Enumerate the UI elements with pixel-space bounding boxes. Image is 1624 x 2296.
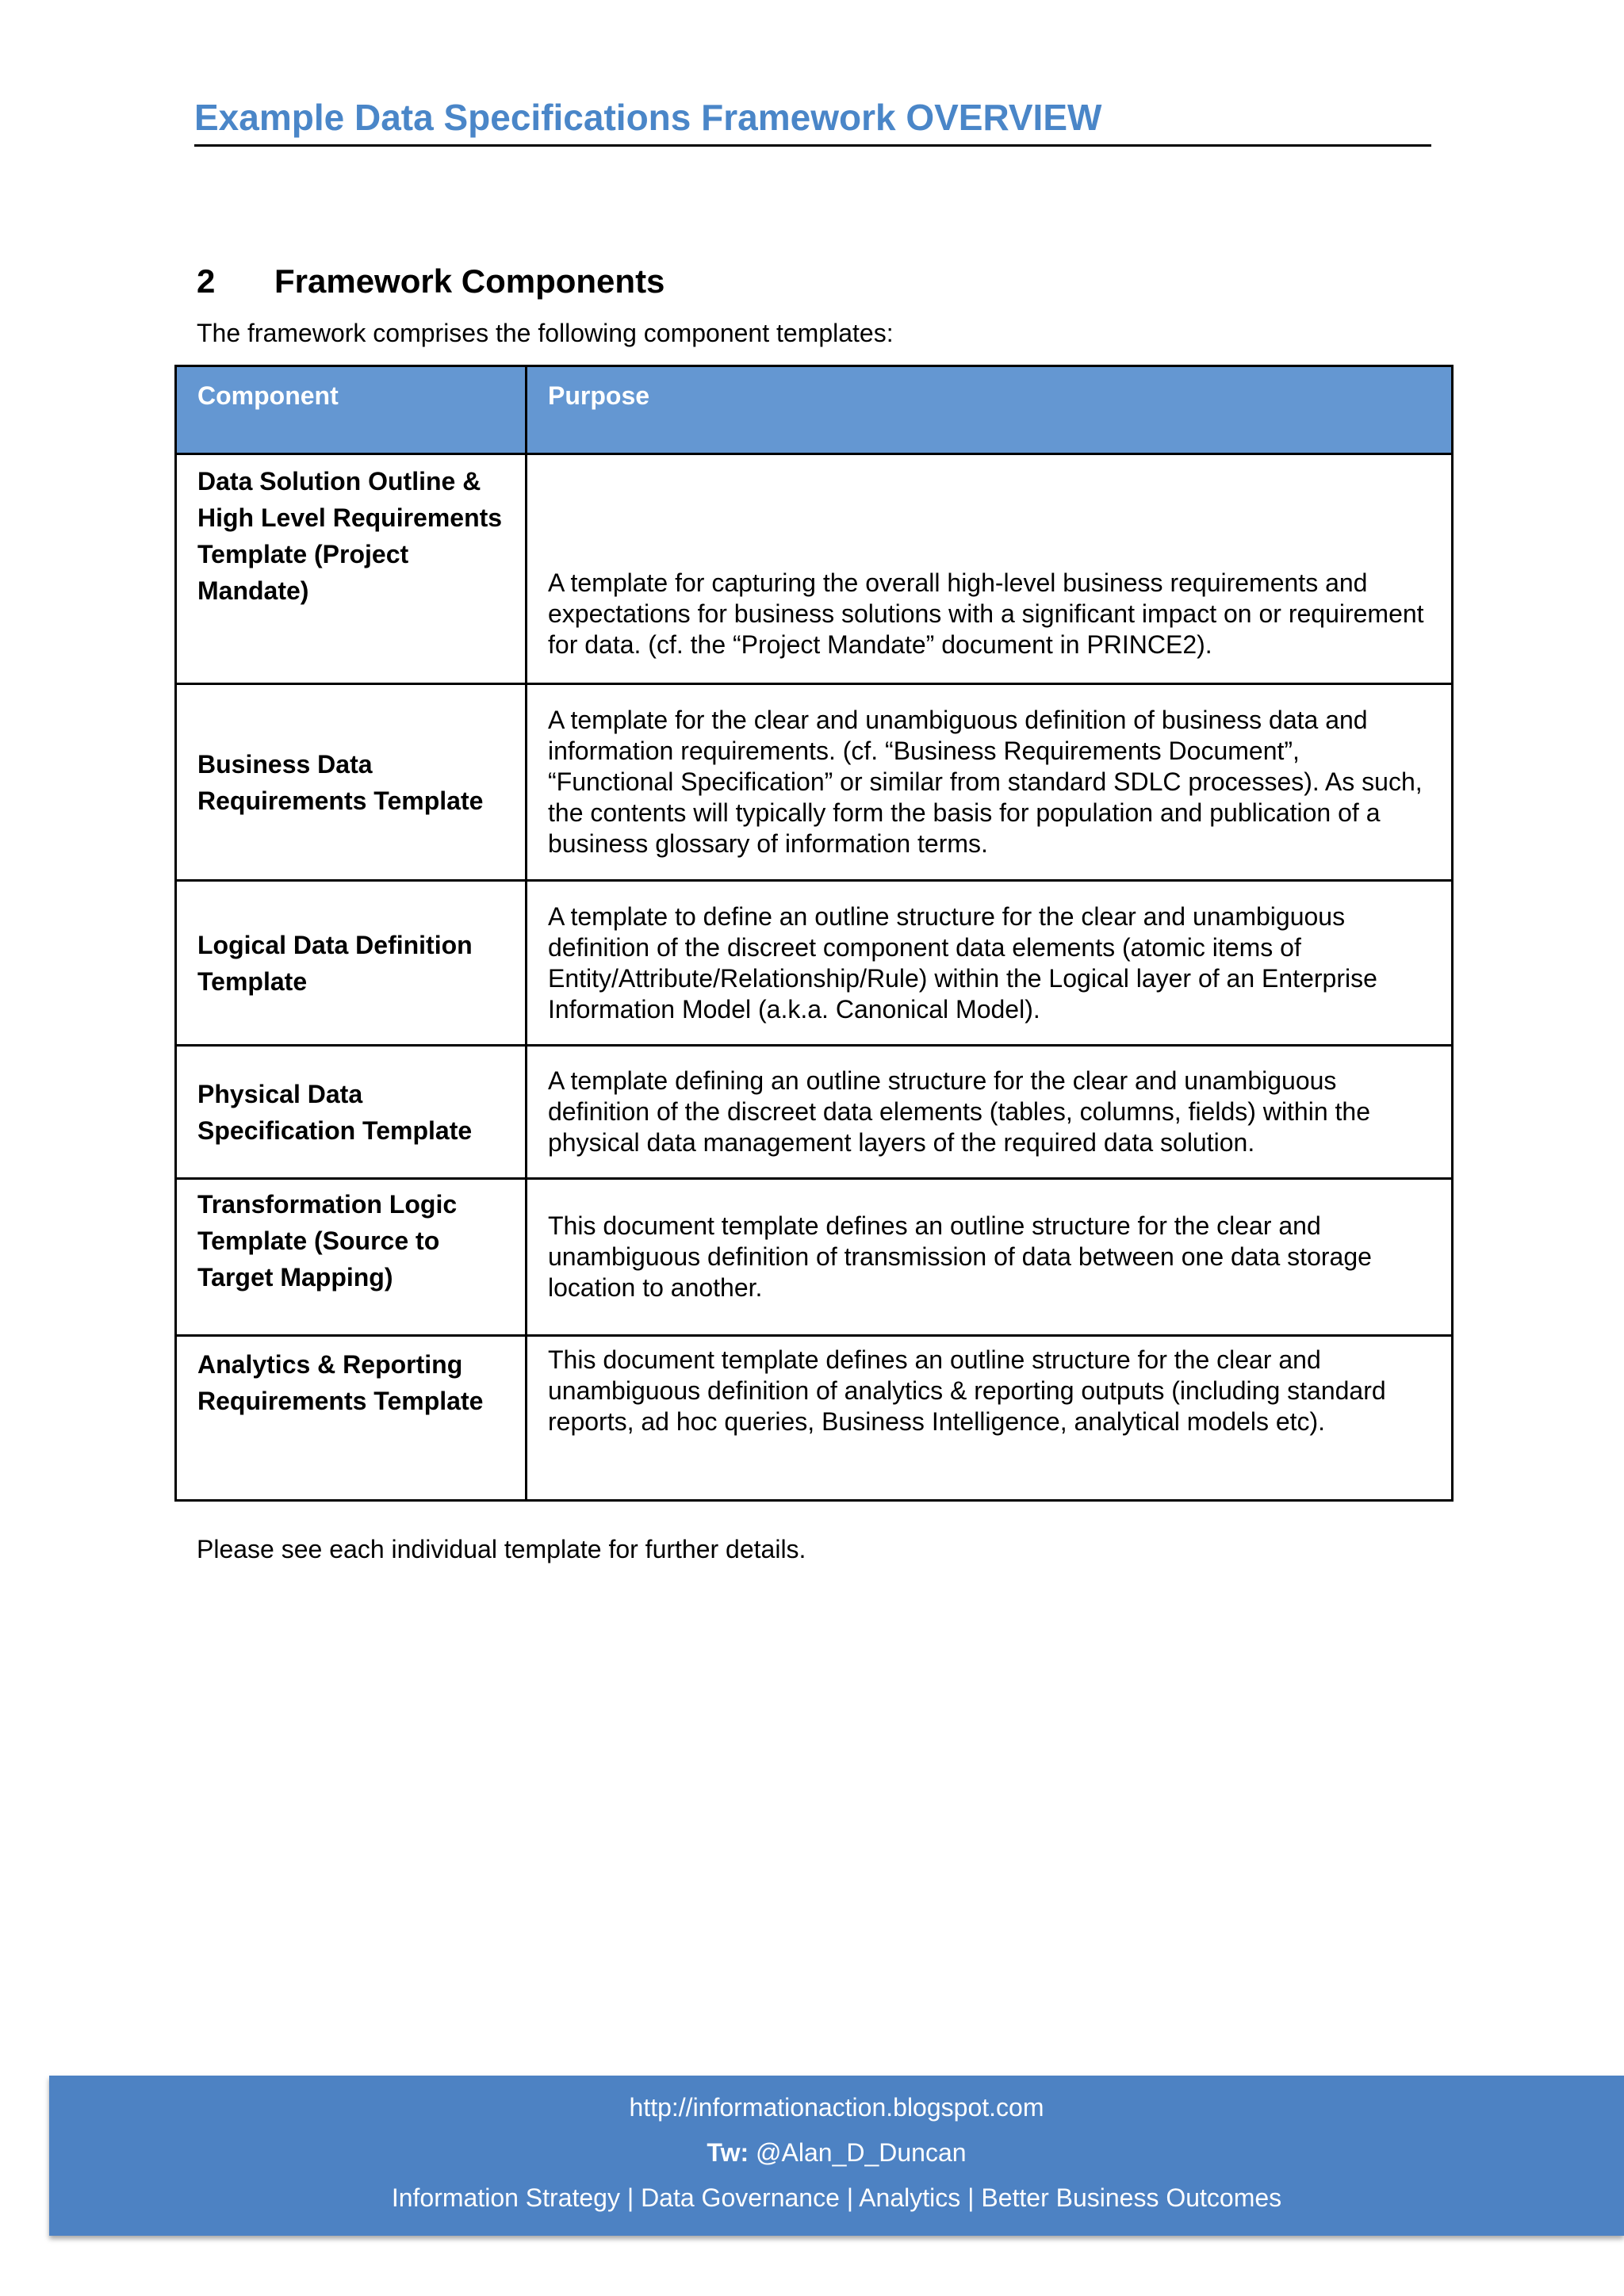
purpose-cell: A template defining an outline structure for the clear and unambiguous definition of the discreet data elements (tables, columns, fields) within the physical data management layers of the required data solution. <box>527 1046 1453 1179</box>
footer-twitter <box>49 2130 1624 2175</box>
component-cell: Analytics & Reporting Requirements Template <box>176 1336 527 1501</box>
footer-twitter-handle[interactable]: @Alan_D_Duncan <box>749 2138 967 2167</box>
purpose-cell: This document template defines an outline structure for the clear and unambiguous definition of analytics & reporting outputs (including standard reports, ad hoc queries, Business Intelligence, analytical models etc). <box>527 1336 1453 1501</box>
section-heading <box>197 255 1465 308</box>
purpose-cell: This document template defines an outline structure for the clear and unambiguous definition of transmission of data between one data storage location to another. <box>527 1179 1453 1336</box>
column-header-purpose: Purpose <box>527 366 1453 454</box>
footer-tagline: Information Strategy | Data Governance | Analytics | Better Business Outcomes <box>391 2183 1282 2212</box>
table-row <box>176 1046 1453 1179</box>
purpose-cell: A template to define an outline structure for the clear and unambiguous definition of the discreet component data elements (atomic items of Entity/Attribute/Relationship/Rule) within the Logical layer of an Enterprise Information Model (a.k.a. Canonical Model). <box>527 881 1453 1046</box>
footer-twitter-label: Tw: <box>707 2138 749 2167</box>
section-title: Framework Components <box>274 262 665 300</box>
column-header-component: Component <box>176 366 527 454</box>
component-cell: Data Solution Outline & High Level Requirements Template (Project Mandate) <box>176 454 527 684</box>
section-framework-components <box>197 255 1465 350</box>
purpose-cell: A template for the clear and unambiguous definition of business data and information requirements. (cf. “Business Requirements Document”, “Functional Specification” or similar from standard SDLC processes). As such, the contents will typically form the basis for population and publication of a business glossary of information terms. <box>527 684 1453 881</box>
section-intro: The framework comprises the following component templates: <box>197 319 894 347</box>
component-cell: Logical Data Definition Template <box>176 881 527 1046</box>
table-row <box>176 1179 1453 1336</box>
table-row <box>176 454 1453 684</box>
table-header-row <box>176 366 1453 454</box>
table-row <box>176 684 1453 881</box>
component-cell: Physical Data Specification Template <box>176 1046 527 1179</box>
purpose-cell: A template for capturing the overall high-level business requirements and expectations for business solutions with a significant impact on or requirement for data. (cf. the “Project Mandate” document in PRINCE2). <box>527 454 1453 684</box>
section-number: 2 <box>197 262 216 300</box>
table-row <box>176 1336 1453 1501</box>
page-title: Example Data Specifications Framework OVERVIEW <box>194 97 1102 138</box>
component-cell: Business Data Requirements Template <box>176 684 527 881</box>
closing-note: Please see each individual template for further details. <box>197 1535 806 1563</box>
page-header <box>194 87 1431 147</box>
page-footer <box>49 2076 1624 2236</box>
table-row <box>176 881 1453 1046</box>
components-table <box>174 365 1454 1502</box>
footer-url-link[interactable]: http://informationaction.blogspot.com <box>629 2093 1044 2122</box>
component-cell: Transformation Logic Template (Source to Target Mapping) <box>176 1179 527 1336</box>
